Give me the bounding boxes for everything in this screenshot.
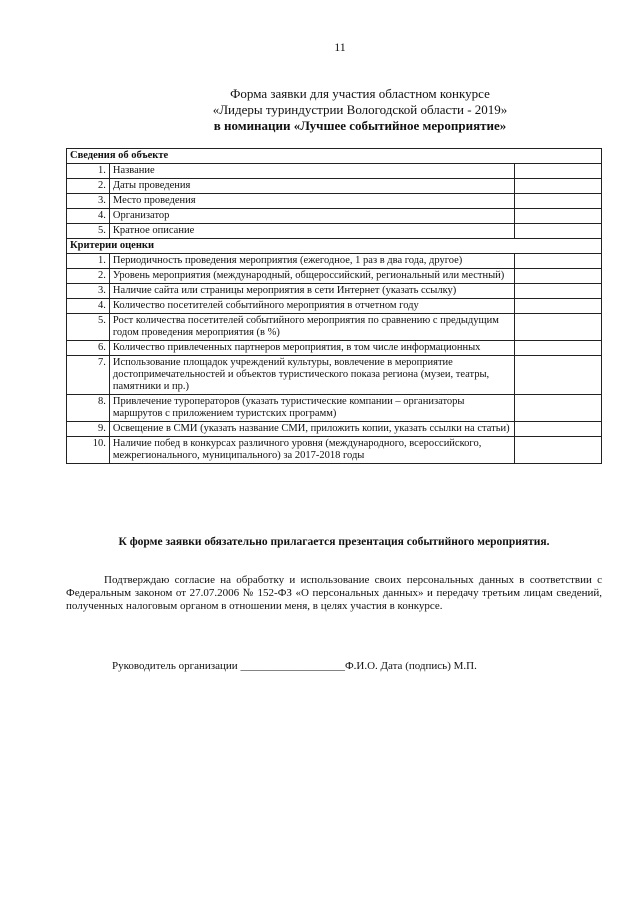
row-number: 4.	[67, 299, 110, 314]
row-label: Кратное описание	[109, 224, 515, 239]
section-object-info	[67, 149, 602, 164]
row-number: 3.	[67, 284, 110, 299]
presentation-note: К форме заявки обязательно прилагается презентация событийного мероприятия.	[118, 536, 550, 548]
row-number: 4.	[67, 209, 110, 224]
value-cell[interactable]	[515, 269, 602, 284]
title-line-2: «Лидеры туриндустрии Вологодской области - 2019»	[212, 102, 508, 117]
row-number: 9.	[67, 422, 110, 437]
value-cell[interactable]	[515, 314, 602, 341]
row-label: Освещение в СМИ (указать название СМИ, приложить копии, указать ссылки на статьи)	[109, 422, 515, 437]
row-label: Привлечение туроператоров (указать туристические компании – организаторы маршрутов с приложением туристских программ)	[109, 395, 515, 422]
value-cell[interactable]	[515, 179, 602, 194]
signature-line: Руководитель организации ___________________Ф.И.О. Дата (подпись) М.П.	[112, 660, 477, 672]
value-cell[interactable]	[515, 437, 602, 464]
row-label: Количество привлеченных партнеров мероприятия, в том числе информационных	[109, 341, 515, 356]
criteria-row	[67, 341, 602, 356]
title-line-3: в номинации «Лучшее событийное мероприятие»	[213, 118, 507, 133]
criteria-row	[67, 395, 602, 422]
value-cell[interactable]	[515, 209, 602, 224]
object-info-row	[67, 224, 602, 239]
row-number: 1.	[67, 254, 110, 269]
row-number: 1.	[67, 164, 110, 179]
row-label: Рост количества посетителей событийного мероприятия по сравнению с предыдущим годом проведения мероприятия (в %)	[109, 314, 515, 341]
object-info-row	[67, 179, 602, 194]
criteria-row	[67, 254, 602, 269]
row-number: 3.	[67, 194, 110, 209]
row-label: Организатор	[109, 209, 515, 224]
criteria-row	[67, 269, 602, 284]
title-line-1: Форма заявки для участия областном конкурсе	[230, 86, 490, 101]
row-number: 7.	[67, 356, 110, 395]
row-number: 8.	[67, 395, 110, 422]
criteria-row	[67, 284, 602, 299]
criteria-row	[67, 314, 602, 341]
section-object-info-label: Сведения об объекте	[67, 149, 602, 164]
row-label: Наличие побед в конкурсах различного уровня (международного, всероссийского, межрегионального, муниципального) за 2017-2018 годы	[109, 437, 515, 464]
row-number: 2.	[67, 179, 110, 194]
value-cell[interactable]	[515, 341, 602, 356]
row-label: Уровень мероприятия (международный, общероссийский, региональный или местный)	[109, 269, 515, 284]
row-number: 2.	[67, 269, 110, 284]
value-cell[interactable]	[515, 395, 602, 422]
row-label: Использование площадок учреждений культуры, вовлечение в мероприятие достопримечательностей и объектов туристического показа региона (музеи, театры, памятники и пр.)	[109, 356, 515, 395]
row-label: Количество посетителей событийного мероприятия в отчетном году	[109, 299, 515, 314]
form-title	[0, 86, 640, 134]
section-criteria-label: Критерии оценки	[67, 239, 602, 254]
row-label: Периодичность проведения мероприятия (ежегодное, 1 раз в два года, другое)	[109, 254, 515, 269]
row-label: Наличие сайта или страницы мероприятия в сети Интернет (указать ссылку)	[109, 284, 515, 299]
value-cell[interactable]	[515, 224, 602, 239]
consent-paragraph: Подтверждаю согласие на обработку и использование своих персональных данных в соответствии с Федеральным законом от 27.07.2006 № 152-ФЗ «О персональных данных» и передачу третьим лицам сведений, полученных налоговым органом в отношении меня, в целях участия в конкурсе.	[66, 574, 602, 612]
object-info-row	[67, 194, 602, 209]
value-cell[interactable]	[515, 299, 602, 314]
value-cell[interactable]	[515, 164, 602, 179]
value-cell[interactable]	[515, 422, 602, 437]
application-form-table	[66, 148, 602, 464]
criteria-row	[67, 437, 602, 464]
row-number: 6.	[67, 341, 110, 356]
row-number: 5.	[67, 224, 110, 239]
value-cell[interactable]	[515, 284, 602, 299]
row-label: Название	[109, 164, 515, 179]
object-info-row	[67, 209, 602, 224]
row-label: Место проведения	[109, 194, 515, 209]
page-number: 11	[334, 40, 346, 54]
section-criteria	[67, 239, 602, 254]
criteria-row	[67, 299, 602, 314]
row-label: Даты проведения	[109, 179, 515, 194]
value-cell[interactable]	[515, 356, 602, 395]
criteria-row	[67, 422, 602, 437]
row-number: 5.	[67, 314, 110, 341]
criteria-row	[67, 356, 602, 395]
value-cell[interactable]	[515, 194, 602, 209]
value-cell[interactable]	[515, 254, 602, 269]
object-info-row	[67, 164, 602, 179]
row-number: 10.	[67, 437, 110, 464]
